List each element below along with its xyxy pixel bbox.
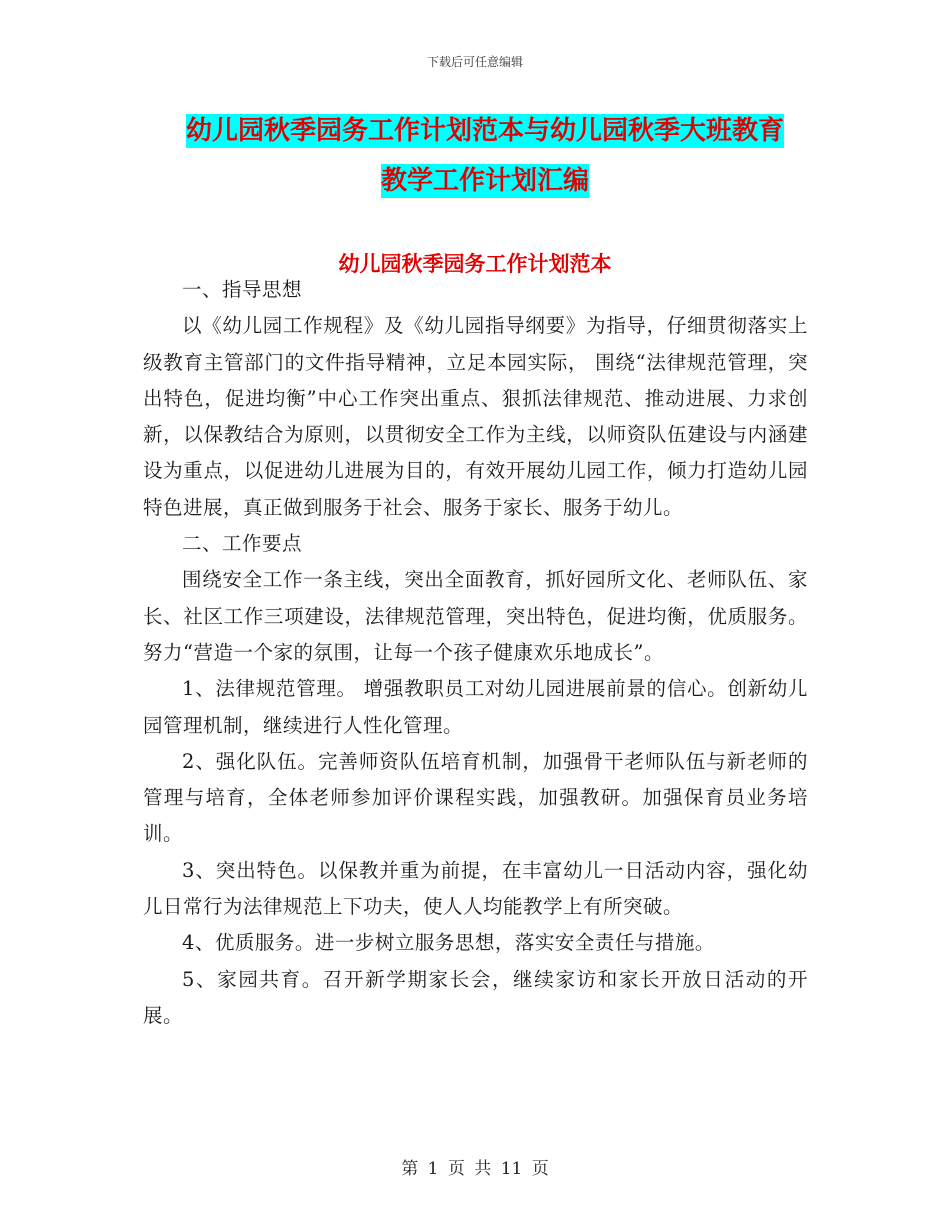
heading-work-points: 二、工作要点: [182, 532, 303, 556]
list-item-1: 1、法律规范管理。 增强教职员工对幼儿园进展前景的信心。创新幼儿园管理机制，继续进行人性化管理。: [143, 677, 808, 737]
document-body: [143, 272, 808, 1034]
list-item-5: 5、家园共育。召开新学期家长会，继续家访和家长开放日活动的开展。: [143, 967, 808, 1027]
heading-guiding-ideology: 一、指导思想: [182, 278, 303, 301]
document-title: [140, 106, 830, 206]
paragraph-work-points: 围绕安全工作一条主线，突出全面教育，抓好园所文化、老师队伍、家长、社区工作三项建设，法律规范管理，突出特色，促进均衡，优质服务。努力“营造一个家的氛围，让每一个孩子健康欢乐地成长”。: [143, 568, 808, 664]
list-item-3: 3、突出特色。以保教并重为前提，在丰富幼儿一日活动内容，强化幼儿日常行为法律规范上下功夫，使人人均能教学上有所突破。: [143, 858, 808, 919]
document-title-line2: 教学工作计划汇编: [380, 166, 589, 196]
list-item-2: 2、强化队伍。完善师资队伍培育机制，加强骨干老师队伍与新老师的管理与培育，全体老师参加评价课程实践，加强教研。加强保育员业务培训。: [143, 749, 808, 846]
document-title-line1: 幼儿园秋季园务工作计划范本与幼儿园秋季大班教育: [185, 116, 784, 146]
paragraph-guiding-ideology: 以《幼儿园工作规程》及《幼儿园指导纲要》为指导，仔细贯彻落实上级教育主管部门的文件指导精神，立足本园实际， 围绕“法律规范管理，突出特色，促进均衡”中心工作突出重点、狠抓法律规范、推动进展、力求创新，以保教结合为原则，以贯彻安全工作为主线，以师资队伍建设与内涵建设为重点，以促进幼儿进展为目的，有效开展幼儿园工作，倾力打造幼儿园特色进展，真正做到服务于社会、服务于家长、服务于幼儿。: [143, 314, 808, 519]
section-title: 幼儿园秋季园务工作计划范本: [338, 252, 612, 276]
list-item-4: 4、优质服务。进一步树立服务思想，落实安全责任与措施。: [182, 931, 715, 955]
page-number-footer: 第 1 页 共 11 页: [401, 1159, 549, 1179]
header-note: 下载后可任意编辑: [426, 55, 523, 69]
